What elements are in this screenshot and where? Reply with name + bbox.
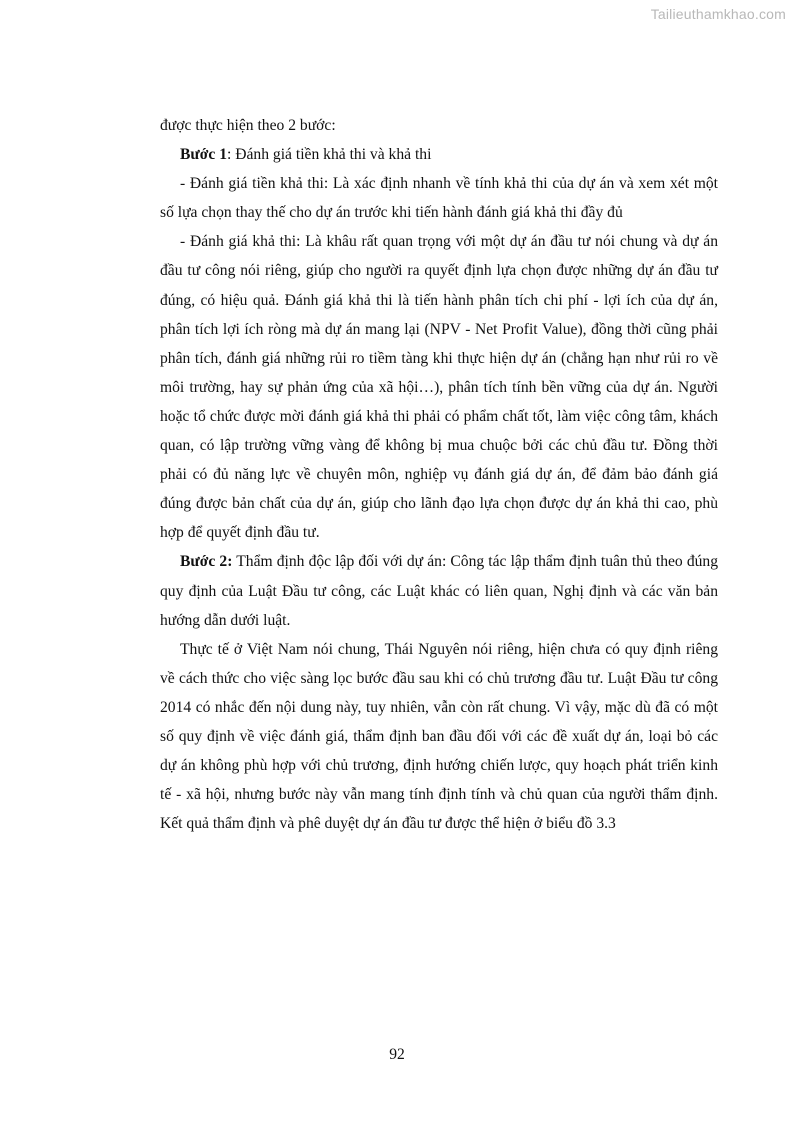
paragraph-intro: được thực hiện theo 2 bước: xyxy=(160,117,336,134)
step2-text: Thẩm định độc lập đối với dự án: Công tác lập thẩm định tuân thủ theo đúng quy định của Luật Đầu tư công, các Luật khác có liên quan, Nghị định và các văn bản hướng dẫn dưới luật. xyxy=(160,553,719,629)
step1-text: : Đánh giá tiền khả thi và khả thi xyxy=(227,146,432,164)
page-number: 92 xyxy=(389,1046,405,1063)
paragraph-reality: Thực tế ở Việt Nam nói chung, Thái Nguyên nói riêng, hiện chưa có quy định riêng về cách thức cho việc sàng lọc bước đầu sau khi có chủ trương đầu tư. Luật Đầu tư công 2014 có nhắc đến nội dung này, tuy nhiên, vẫn còn rất chung. Vì vậy, mặc dù đã có một số quy định về việc đánh giá, thẩm định ban đầu đối với các đề xuất dự án, loại bỏ các dự án không phù hợp với chủ trương, định hướng chiến lược, quy hoạch phát triển kinh tế - xã hội, nhưng bước này vẫn mang tính định tính và chủ quan của người thẩm định. Kết quả thẩm định và phê duyệt dự án đầu tư được thể hiện ở biểu đồ 3.3 xyxy=(160,640,718,833)
paragraph-prefeasibility: - Đánh giá tiền khả thi: Là xác định nhanh về tính khả thi của dự án và xem xét một số lựa chọn thay thế cho dự án trước khi tiến hành đánh giá khả thi đầy đủ xyxy=(160,175,718,222)
paragraph-feasibility: - Đánh giá khả thi: Là khâu rất quan trọng với một dự án đầu tư nói chung và dự án đầu tư công nói riêng, giúp cho người ra quyết định lựa chọn được những dự án đầu tư đúng, có hiệu quả. Đánh giá khả thi là tiến hành phân tích chi phí - lợi ích của dự án, phân tích lợi ích ròng mà dự án mang lại (NPV - Net Profit Value), đồng thời cũng phải phân tích, đánh giá những rủi ro tiềm tàng khi thực hiện dự án (chẳng hạn như rủi ro về môi trường, hay sự phản ứng của xã hội…), phân tích tính bền vững của dự án. Người hoặc tổ chức được mời đánh giá khả thi phải có phẩm chất tốt, làm việc công tâm, khách quan, có lập trường vững vàng để không bị mua chuộc bởi các chủ đầu tư. Đồng thời phải có đủ năng lực về chuyên môn, nghiệp vụ đánh giá dự án, để đảm bảo đánh giá đúng được bản chất của dự án, giúp cho lãnh đạo lựa chọn được dự án khả thi cao, phù hợp để quyết định đầu tư. xyxy=(160,233,718,542)
step2-label: Bước 2: xyxy=(180,553,233,571)
paragraph-step1 xyxy=(160,140,718,169)
paragraph-step2 xyxy=(160,547,718,634)
step1-label: Bước 1 xyxy=(180,146,228,164)
watermark-text: Tailieuthamkhao.com xyxy=(650,6,786,22)
document-body xyxy=(160,111,718,838)
